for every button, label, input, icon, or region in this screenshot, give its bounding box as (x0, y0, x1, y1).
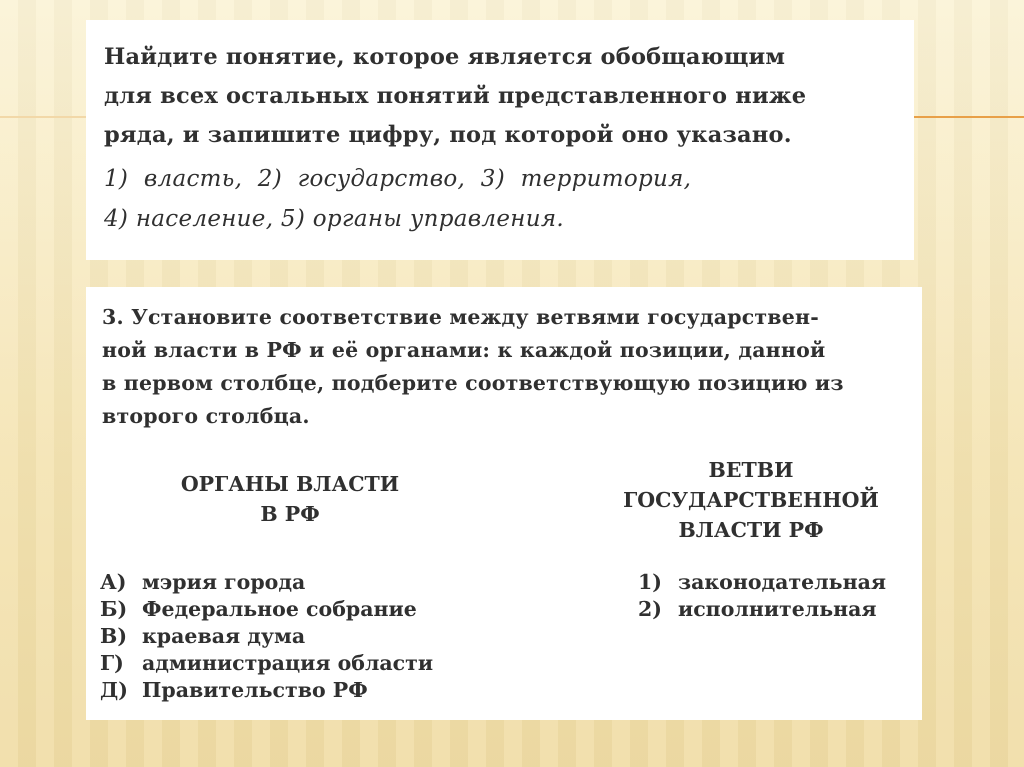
question-1-line: ряда, и запишите цифру, под которой оно указано. (104, 122, 792, 148)
list-item (100, 650, 433, 677)
decorative-accent-line (914, 116, 1024, 118)
question-3-line: в первом столбце, подберите соответствующую позицию из (102, 371, 844, 395)
item-text: мэрия города (142, 570, 306, 594)
item-letter: А) (100, 570, 127, 594)
item-number: 1) (638, 570, 662, 594)
right-column-header (586, 455, 916, 545)
left-column-list (100, 569, 433, 704)
list-item (100, 677, 433, 704)
list-item (638, 569, 886, 596)
item-text: исполнительная (678, 597, 877, 621)
list-item (100, 596, 433, 623)
question-3-panel (86, 287, 922, 720)
right-column-list (638, 569, 886, 623)
list-item (100, 569, 433, 596)
question-3-line: ной власти в РФ и её органами: к каждой позиции, данной (102, 338, 826, 362)
question-3-text (102, 301, 910, 433)
item-text: Федеральное собрание (142, 597, 417, 621)
header-line: ВЛАСТИ РФ (678, 518, 824, 542)
item-letter: Б) (100, 597, 128, 621)
item-text: законодательная (678, 570, 887, 594)
question-1-options (104, 159, 900, 239)
item-letter: В) (100, 624, 128, 648)
item-text: краевая дума (142, 624, 306, 648)
question-number: 3. (102, 305, 124, 329)
question-1-line: для всех остальных понятий представленного ниже (104, 83, 807, 109)
options-line: 4) население, 5) органы управления. (104, 206, 564, 232)
question-3-line-text: Установите соответствие между ветвями государствен- (131, 305, 819, 329)
question-3-line: второго столбца. (102, 404, 310, 428)
decorative-line-left (0, 116, 86, 118)
item-number: 2) (638, 597, 662, 621)
header-line: В РФ (260, 502, 320, 526)
left-column-header (130, 469, 450, 529)
question-1-text (104, 38, 900, 155)
list-item (638, 596, 886, 623)
list-item (100, 623, 433, 650)
header-line: ОРГАНЫ ВЛАСТИ (180, 472, 400, 496)
options-line: 1) власть, 2) государство, 3) территория, (104, 166, 692, 192)
item-letter: Д) (100, 678, 128, 702)
question-3-line (102, 301, 910, 334)
header-line: ГОСУДАРСТВЕННОЙ (623, 488, 879, 512)
header-line: ВЕТВИ (708, 458, 794, 482)
question-1-line: Найдите понятие, которое является обобщающим (104, 44, 786, 70)
question-1-panel (86, 20, 914, 260)
item-text: Правительство РФ (142, 678, 368, 702)
item-text: администрация области (142, 651, 434, 675)
item-letter: Г) (100, 651, 124, 675)
